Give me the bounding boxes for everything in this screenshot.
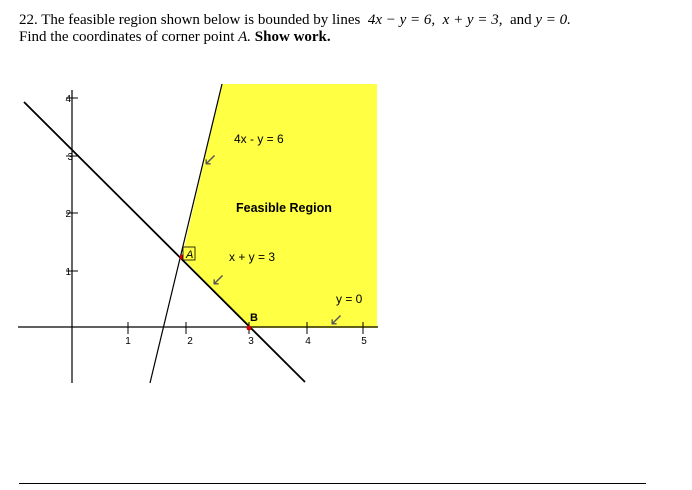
show-work-instruction: Show work.: [254, 29, 331, 45]
point-b-label: B: [250, 312, 258, 324]
equation-3: y = 0.: [535, 12, 571, 28]
question-line2-prefix: Find the coordinates of corner point: [19, 29, 235, 45]
question-line1-prefix: The feasible region shown below is bounded by lines: [41, 12, 361, 28]
y-tick-label-3: 3: [67, 152, 73, 163]
label-4x-minus-y-eq-6: 4x - y = 6: [234, 132, 284, 146]
y-tick-label-4: 4: [65, 94, 71, 105]
equation-1: 4x − y = 6,: [367, 12, 436, 28]
point-b-marker: [247, 326, 252, 331]
arrow-icon-line1: ↙: [203, 150, 218, 170]
x-tick-label-5: 5: [361, 336, 367, 347]
question-number: 22.: [19, 12, 38, 28]
point-name: A.: [238, 29, 252, 45]
arrow-icon-line3: ↙: [329, 310, 344, 330]
equation-2: x + y = 3,: [442, 12, 503, 28]
x-tick-label-2: 2: [187, 336, 193, 347]
y-tick-label-1: 1: [65, 267, 71, 278]
x-tick-label-3: 3: [248, 336, 254, 347]
x-tick-label-4: 4: [305, 336, 311, 347]
label-y-eq-0: y = 0: [336, 292, 363, 306]
point-a-label: A: [186, 249, 194, 261]
x-tick-label-1: 1: [125, 336, 131, 347]
arrow-icon-line2: ↙: [211, 270, 226, 290]
feasible-region-label: Feasible Region: [236, 201, 332, 215]
and-word: and: [509, 12, 532, 28]
answer-divider-line: [19, 483, 646, 484]
label-x-plus-y-eq-3: x + y = 3: [229, 250, 276, 264]
y-tick-label-2: 2: [65, 209, 71, 220]
